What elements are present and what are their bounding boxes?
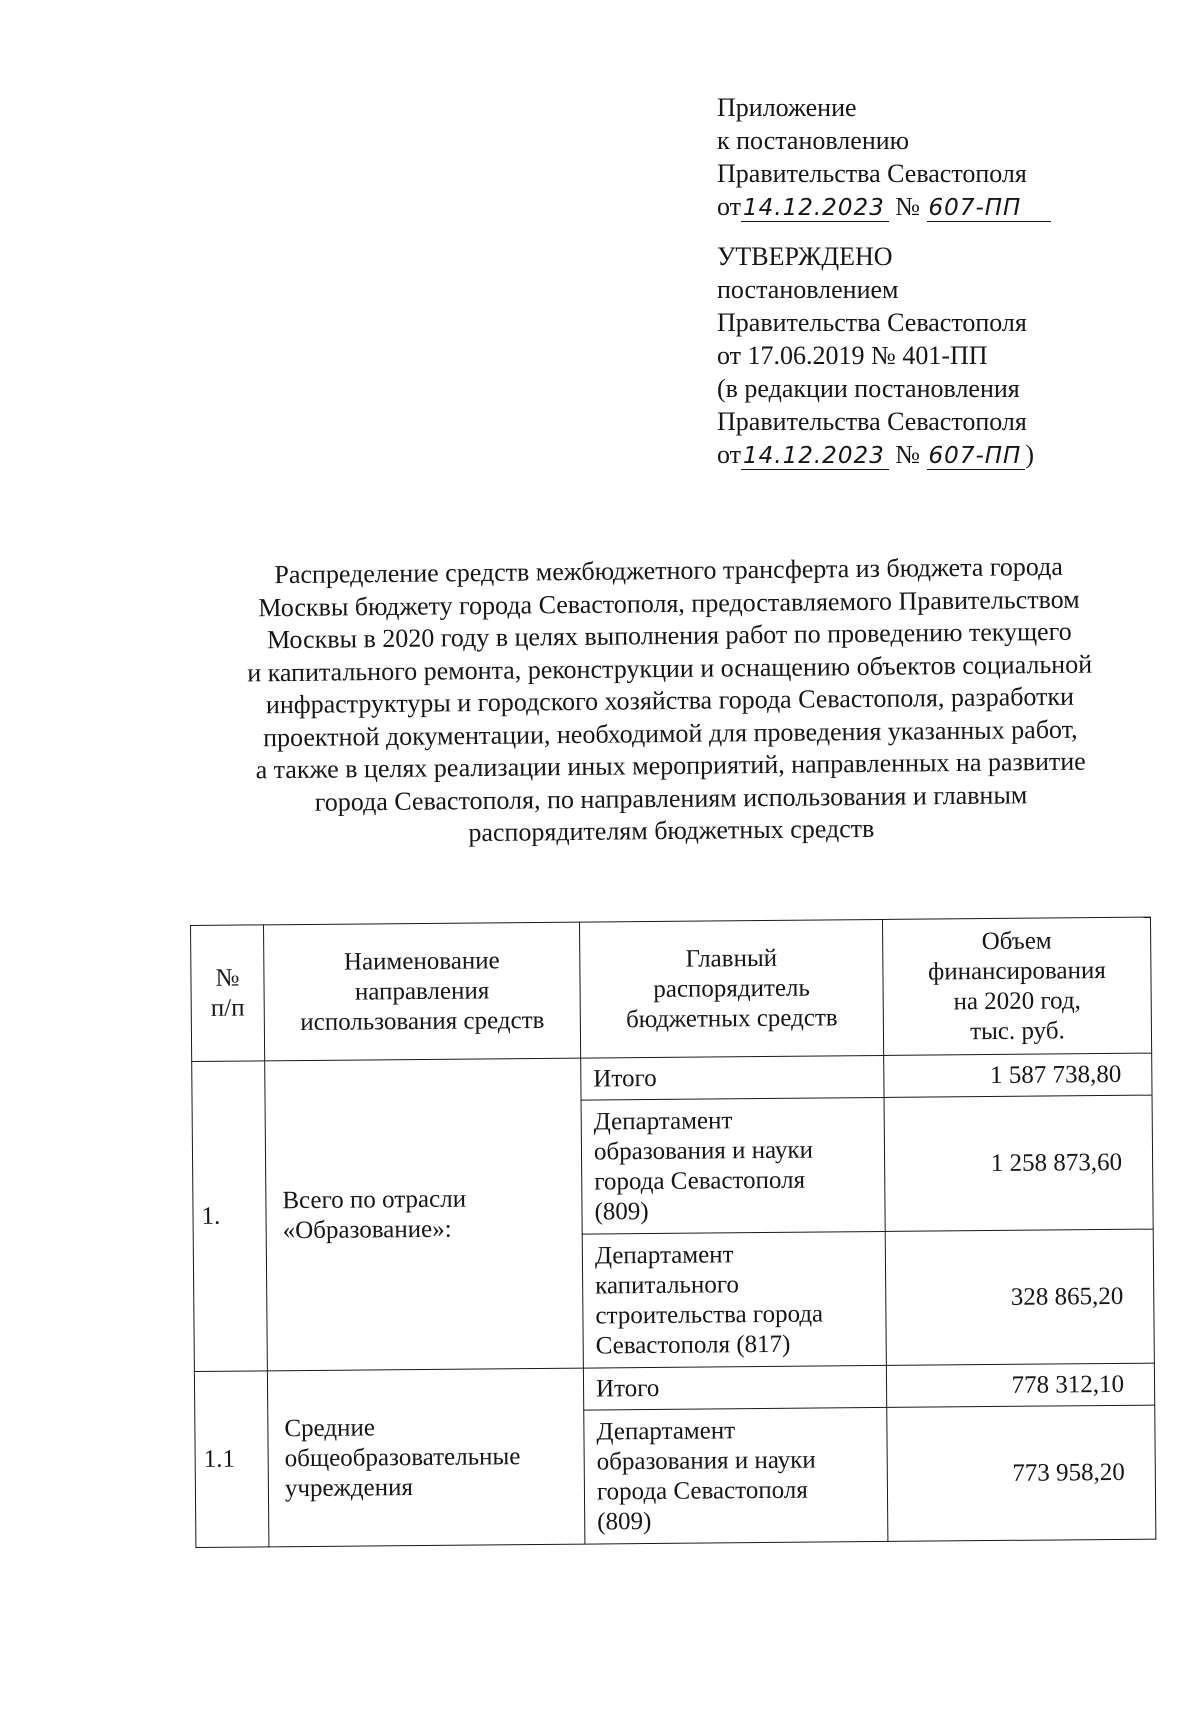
- title-line: Распределение средств межбюджетного трансферта из бюджета города: [274, 551, 1064, 590]
- header-volume-line: тыс. руб.: [970, 1016, 1065, 1045]
- approval-date-line: [717, 438, 1034, 471]
- approval-line-6: Правительства Севастополя: [717, 407, 1027, 436]
- direction-name-line: учреждения: [284, 1473, 414, 1502]
- manager-line: образования и науки: [593, 1136, 814, 1165]
- manager-line: Севастополя (817): [595, 1330, 791, 1359]
- financing-value: 328 865,20: [885, 1229, 1154, 1365]
- manager-line: капитального: [595, 1270, 740, 1299]
- header-name-line: использования средств: [300, 1006, 545, 1036]
- direction-name-line: общеобразовательные: [284, 1442, 521, 1472]
- manager-cell: [582, 1231, 886, 1368]
- manager-cell: [584, 1407, 888, 1544]
- title-line: Москвы бюджету города Севастополя, предоставляемого Правительством: [258, 584, 1080, 622]
- direction-name: [267, 1368, 585, 1547]
- appendix-handwritten-number: 607-ПП: [927, 195, 1052, 222]
- table-header-row: [191, 917, 1152, 1061]
- row-number: 1.: [192, 1061, 268, 1372]
- header-name: [264, 922, 581, 1061]
- approval-line-2: постановлением: [717, 275, 899, 304]
- header-volume-line: Объем: [981, 926, 1052, 955]
- row-number: 1.1: [194, 1371, 269, 1548]
- manager-line: города Севастополя: [596, 1476, 808, 1505]
- approval-handwritten-number: 607-ПП: [927, 444, 1026, 470]
- financing-value: 778 312,10: [886, 1363, 1154, 1407]
- direction-name: [265, 1058, 584, 1371]
- manager-cell: [581, 1055, 884, 1100]
- table-body: [192, 1053, 1156, 1547]
- appendix-number-sign: №: [895, 192, 921, 221]
- header-volume-line: финансирования: [927, 956, 1106, 986]
- approval-line-1: УТВЕРЖДЕНО: [717, 242, 893, 271]
- appendix-line-1: Приложение: [717, 93, 857, 122]
- title-line: города Севастополя, по направлениям использования и главным: [314, 779, 1028, 817]
- manager-line: Итого: [593, 1064, 657, 1092]
- manager-line: Итого: [595, 1374, 660, 1402]
- direction-name-line: Всего по отрасли: [282, 1185, 467, 1214]
- manager-line: Департамент: [593, 1106, 733, 1135]
- header-manager-line: Главный: [685, 944, 778, 973]
- header-name-line: Наименование: [343, 946, 500, 976]
- manager-line: города Севастополя: [594, 1166, 806, 1195]
- financing-value: 773 958,20: [887, 1405, 1156, 1541]
- title-line: проектной документации, необходимой для проведения указанных работ,: [262, 714, 1078, 752]
- appendix-line-3: Правительства Севастополя: [717, 159, 1027, 188]
- distribution-table: [190, 917, 1156, 1548]
- appendix-line-2: к постановлению: [717, 126, 910, 155]
- header-manager-line: бюджетных средств: [625, 1003, 838, 1033]
- title-line: распорядителям бюджетных средств: [468, 813, 875, 848]
- manager-cell: [583, 1365, 886, 1410]
- header-manager-line: распорядитель: [653, 974, 810, 1003]
- manager-line: Департамент: [594, 1240, 734, 1269]
- approval-block: [717, 240, 1034, 471]
- approval-handwritten-date: 14.12.2023: [741, 444, 889, 470]
- manager-line: (809): [594, 1197, 649, 1225]
- title-line: и капитального ремонта, реконструкции и оснащению объектов социальной: [247, 649, 1093, 687]
- title-line: Москвы в 2020 году в целях выполнения работ по проведению текущего: [266, 616, 1072, 655]
- manager-line: Департамент: [596, 1416, 736, 1445]
- approval-date-prefix: от: [717, 440, 742, 469]
- title-line: инфраструктуры и городского хозяйства города Севастополя, разработки: [265, 681, 1075, 720]
- direction-name-line: «Образование»:: [282, 1215, 452, 1244]
- appendix-handwritten-date: 14.12.2023: [741, 195, 889, 222]
- appendix-header: [717, 91, 1051, 223]
- approval-number-sign: №: [895, 440, 921, 469]
- title-line: а также в целях реализации иных мероприятий, направленных на развитие: [255, 746, 1086, 785]
- approval-line-5: (в редакции постановления: [717, 374, 1020, 403]
- approval-close-paren: ): [1025, 440, 1035, 469]
- appendix-date-prefix: от: [717, 192, 742, 221]
- header-num: [191, 925, 265, 1062]
- approval-line-3: Правительства Севастополя: [717, 308, 1027, 337]
- document-title: [188, 550, 1151, 853]
- distribution-table-wrapper: [190, 917, 1155, 1548]
- appendix-date-line: [717, 190, 1051, 223]
- manager-cell: [581, 1097, 885, 1234]
- header-volume-line: на 2020 год,: [953, 986, 1081, 1015]
- header-num-line: №: [215, 964, 240, 992]
- manager-line: строительства города: [595, 1299, 824, 1329]
- header-volume: [882, 917, 1151, 1055]
- manager-line: образования и науки: [596, 1446, 816, 1475]
- header-manager: [579, 919, 883, 1058]
- header-num-line: п/п: [210, 994, 245, 1022]
- financing-value: 1 587 738,80: [884, 1053, 1152, 1097]
- manager-line: (809): [597, 1507, 652, 1535]
- header-name-line: направления: [354, 976, 490, 1006]
- approval-line-4: от 17.06.2019 № 401-ПП: [717, 341, 988, 370]
- direction-name-line: Средние: [284, 1413, 376, 1442]
- financing-value: 1 258 873,60: [884, 1095, 1153, 1231]
